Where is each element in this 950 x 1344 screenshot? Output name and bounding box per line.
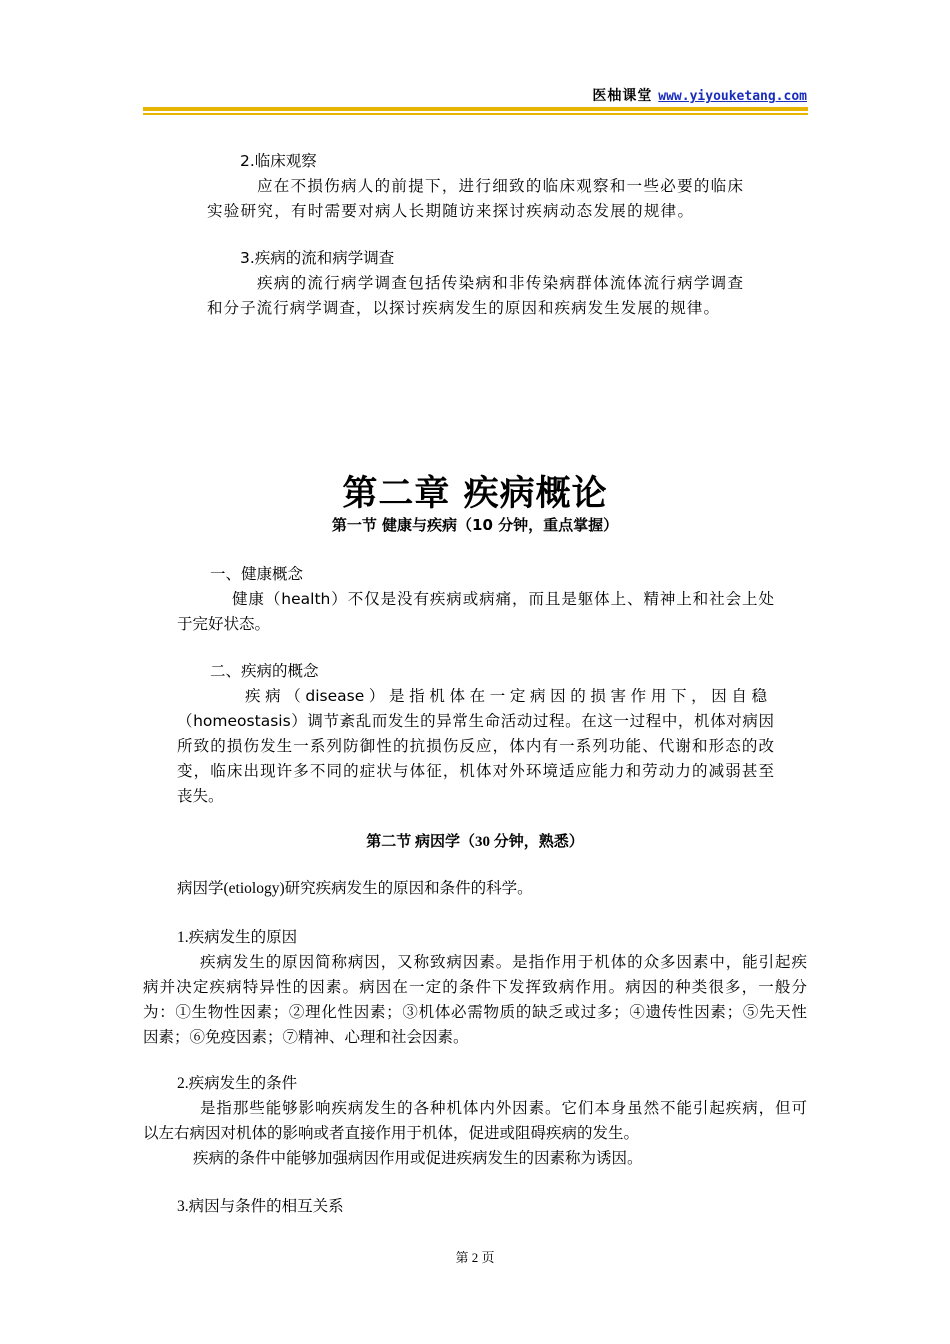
item3-line2: 和分子流行病学调查，以探讨疾病发生的原因和疾病发生发展的规律。 [207, 299, 719, 317]
section1-title: 第一节 健康与疾病（10 分钟，重点掌握） [331, 516, 619, 534]
cause-line1: 疾病发生的原因简称病因，又称致病因素。是指作用于机体的众多因素中，能引起疾 [200, 954, 807, 971]
item2-line2: 实验研究，有时需要对病人长期随访来探讨疾病动态发展的规律。 [207, 202, 693, 220]
disease-line1: 疾病（disease）是指机体在一定病因的损害作用下，因自稳 [245, 687, 767, 705]
page-number: 第 2 页 [455, 1250, 495, 1265]
page-header [592, 85, 807, 105]
item2-line1: 应在不损伤病人的前提下，进行细致的临床观察和一些必要的临床 [257, 177, 743, 195]
cause-line3: 为：①生物性因素；②理化性因素；③机体必需物质的缺乏或过多；④遗传性因素；⑤先天性 [143, 1004, 807, 1021]
disease-line5: 丧失。 [177, 787, 224, 805]
section2-title: 第二节 病因学（30 分钟，熟悉） [366, 834, 584, 850]
header-rule-thin [143, 113, 808, 115]
condition-line2: 以左右病因对机体的影响或者直接作用于机体，促进或阻碍疾病的发生。 [143, 1125, 640, 1142]
header-rule-thick [143, 107, 808, 111]
cause-line2: 病并决定疾病特异性的因素。病因在一定的条件下发挥致病作用。病因的种类很多，一般分 [143, 979, 807, 996]
disease-line3: 所致的损伤发生一系列防御性的抗损伤反应，体内有一系列功能、代谢和形态的改 [177, 737, 774, 755]
website-link[interactable]: www.yiyouketang.com [658, 89, 807, 104]
item2-title: 2.临床观察 [240, 152, 317, 170]
chapter-title: 第二章 疾病概论 [342, 474, 608, 514]
condition-line3: 疾病的条件中能够加强病因作用或促进疾病发生的因素称为诱因。 [193, 1150, 643, 1167]
health-line1: 健康（health）不仅是没有疾病或病痛，而且是躯体上、精神上和社会上处 [232, 590, 774, 608]
health-heading: 一、健康概念 [210, 565, 304, 583]
disease-line2: （homeostasis）调节紊乱而发生的异常生命活动过程。在这一过程中，机体对病因 [177, 712, 774, 730]
condition-line1: 是指那些能够影响疾病发生的各种机体内外因素。它们本身虽然不能引起疾病，但可 [200, 1100, 807, 1117]
item3-title: 3.疾病的流和病学调查 [240, 249, 395, 267]
item3-line1: 疾病的流行病学调查包括传染病和非传染病群体流体流行病学调查 [257, 274, 743, 292]
relation-heading: 3.病因与条件的相互关系 [177, 1198, 344, 1215]
disease-line4: 变，临床出现许多不同的症状与体征，机体对外环境适应能力和劳动力的减弱甚至 [177, 762, 774, 780]
brand-name: 医柚课堂 [592, 88, 653, 104]
disease-heading: 二、疾病的概念 [210, 662, 319, 680]
health-line2: 于完好状态。 [177, 615, 271, 633]
condition-heading: 2.疾病发生的条件 [177, 1075, 298, 1092]
cause-heading: 1.疾病发生的原因 [177, 929, 298, 946]
etiology-intro: 病因学(etiology)研究疾病发生的原因和条件的科学。 [177, 880, 533, 897]
cause-line4: 因素；⑥免疫因素；⑦精神、心理和社会因素。 [143, 1029, 469, 1046]
